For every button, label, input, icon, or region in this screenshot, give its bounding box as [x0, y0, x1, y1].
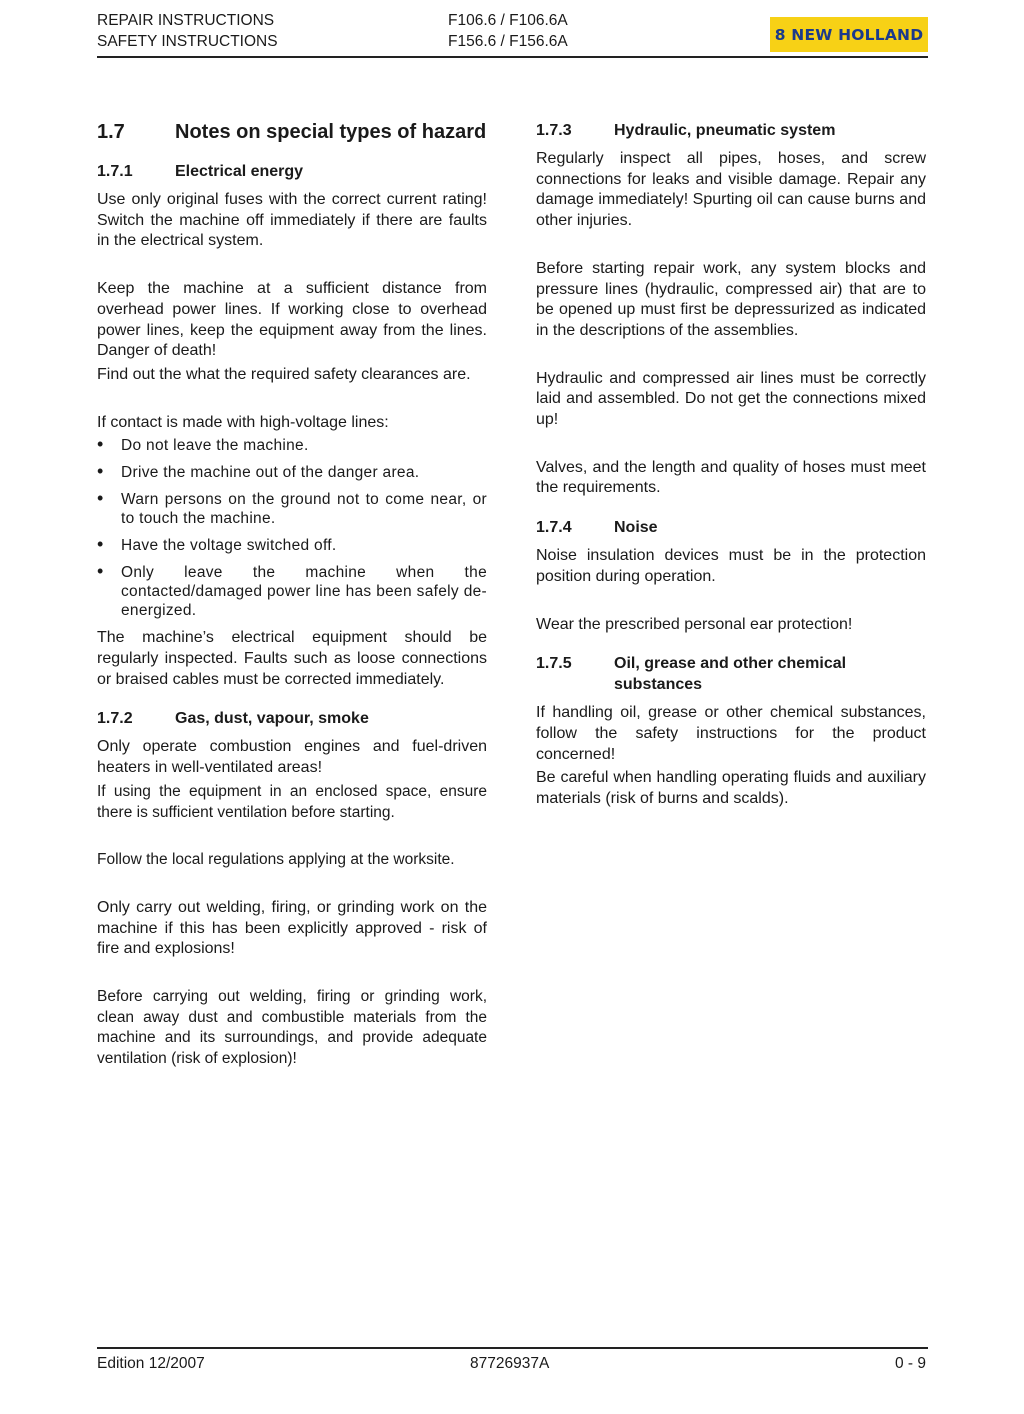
subsection-title: Oil, grease and other chemical substances: [614, 655, 847, 694]
document-number: 87726937A: [470, 1355, 550, 1372]
header-chapter: SAFETY INSTRUCTIONS: [97, 33, 278, 50]
paragraph: The machine’s electrical equipment should be regularly inspected. Faults such as loose connections or braised cables must be corrected immediately.: [97, 629, 487, 688]
bullet-icon: •: [97, 434, 104, 455]
subsection-heading-1-7-3: [536, 120, 926, 141]
paragraph: Follow the local regulations applying at the worksite.: [97, 851, 455, 869]
bullet-icon: •: [97, 461, 104, 482]
page-footer: [97, 1347, 928, 1379]
paragraph: Noise insulation devices must be in the protection position during operation.: [536, 547, 926, 585]
section-heading-1-7: [97, 120, 487, 145]
paragraph: Valves, and the length and quality of hoses must meet the requirements.: [536, 458, 926, 497]
list-item: • Drive the machine out of the danger area.: [97, 461, 420, 482]
list-item: • Only leave the machine when the contacted/damaged power line has been safely de-energized.: [97, 561, 487, 620]
bullet-icon: •: [97, 488, 104, 509]
paragraph: If using the equipment in an enclosed space, ensure there is sufficient ventilation before starting.: [97, 782, 487, 821]
paragraph: Before starting repair work, any system blocks and pressure lines (hydraulic, compressed air) that are to be opened up must first be depressurized as indicated in the descriptions of the assemblies.: [536, 259, 926, 339]
paragraph: Before carrying out welding, firing or grinding work, clean away dust and combustible materials from the machine and its surroundings, and provide adequate ventilation (risk of explosion)!: [97, 988, 487, 1068]
section-title: Notes on special types of hazard: [175, 121, 487, 143]
subsection-title: Hydraulic, pneumatic system: [614, 122, 836, 139]
section-number: 1.7: [97, 121, 125, 143]
header-models-line1: F106.6 / F106.6A: [448, 12, 568, 29]
list-item: • Have the voltage switched off.: [97, 534, 337, 555]
paragraph: Only carry out welding, firing, or grinding work on the machine if this has been explicitly approved - risk of fire and explosions!: [97, 898, 487, 958]
paragraph: Use only original fuses with the correct current rating! Switch the machine off immediately if there are faults in the electrical system.: [97, 191, 487, 250]
paragraph: Keep the machine at a sufficient distance from overhead power lines. If working close to overhead power lines, keep the equipment away from the lines. Danger of death!: [97, 280, 487, 360]
paragraph: Regularly inspect all pipes, hoses, and screw connections for leaks and visible damage. Repair any damage immediately! Spurting oil can cause burns and other injuries.: [536, 150, 926, 230]
subsection-heading-1-7-4: [536, 517, 926, 538]
edition-date: Edition 12/2007: [97, 1355, 205, 1372]
bullet-icon: •: [97, 534, 104, 555]
subsection-number: 1.7.3: [536, 122, 572, 139]
right-column: [536, 120, 926, 813]
subsection-number: 1.7.2: [97, 710, 133, 728]
page-number: 0 - 9: [894, 1355, 926, 1372]
header-models-line2: F156.6 / F156.6A: [448, 33, 568, 50]
subsection-number: 1.7.1: [97, 163, 133, 180]
hazard-bullet-list: [97, 436, 487, 620]
subsection-title: Electrical energy: [175, 163, 304, 180]
paragraph: Find out the what the required safety clearances are.: [97, 365, 471, 383]
new-holland-logo: [770, 17, 928, 52]
paragraph: If contact is made with high-voltage lines:: [97, 413, 389, 431]
logo-text: 8 NEW HOLLAND: [774, 25, 924, 44]
header-manual-type: REPAIR INSTRUCTIONS: [97, 12, 275, 29]
list-item: • Do not leave the machine.: [97, 434, 309, 455]
subsection-number: 1.7.5: [536, 655, 572, 673]
paragraph: Wear the prescribed personal ear protection!: [536, 615, 853, 633]
subsection-heading-1-7-1: [97, 161, 487, 182]
page-header: [97, 10, 928, 58]
subsection-heading-1-7-2: [97, 708, 487, 729]
subsection-number: 1.7.4: [536, 519, 572, 537]
paragraph: Only operate combustion engines and fuel-driven heaters in well-ventilated areas!: [97, 738, 487, 777]
subsection-title: Gas, dust, vapour, smoke: [175, 710, 369, 728]
paragraph: Hydraulic and compressed air lines must be correctly laid and assembled. Do not get the connections mixed up!: [536, 369, 926, 429]
paragraph: If handling oil, grease or other chemical substances, follow the safety instructions for the product concerned!: [536, 704, 926, 763]
list-item: • Warn persons on the ground not to come near, or to touch the machine.: [97, 488, 487, 528]
left-column: [97, 120, 487, 1073]
bullet-icon: •: [97, 561, 104, 582]
subsection-heading-1-7-5: [536, 653, 926, 695]
paragraph: Be careful when handling operating fluids and auxiliary materials (risk of burns and scalds).: [536, 769, 926, 808]
subsection-title: Noise: [614, 519, 658, 537]
